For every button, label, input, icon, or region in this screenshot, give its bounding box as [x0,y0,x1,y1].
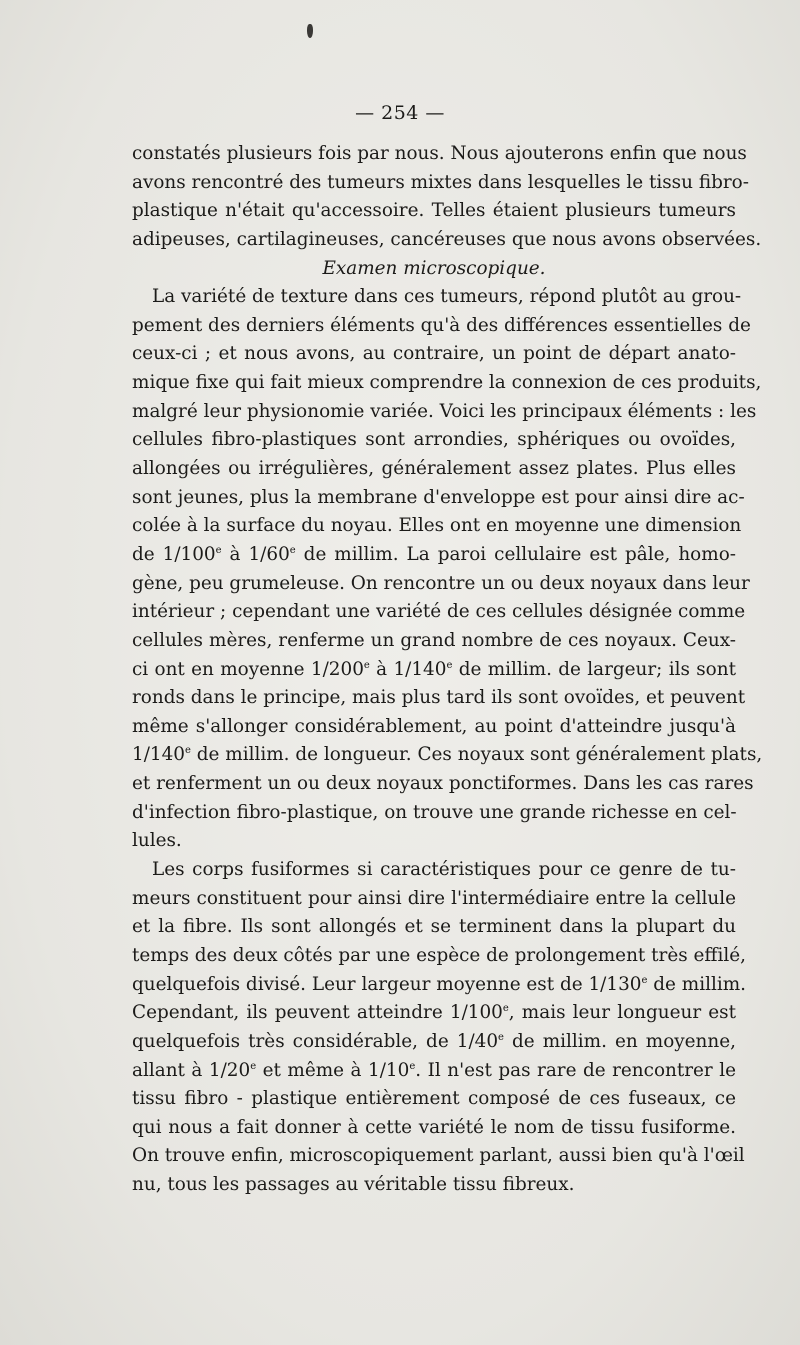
text-line: 1/140e de millim. de longueur. Ces noyaux sont généralement plats, [132,744,763,766]
text-line: malgré leur physionomie variée. Voici les principaux éléments : les [132,400,757,422]
text-line: plastique n'était qu'accessoire. Telles étaient plusieurs tumeurs [132,200,736,222]
text-line: temps des deux côtés par une espèce de prolongement très effilé, [132,944,746,966]
text-line: et la fibre. Ils sont allongés et se terminent dans la plupart du [132,916,736,938]
text-line: ceux-ci ; et nous avons, au contraire, un point de départ anato- [132,343,736,365]
text-line: avons rencontré des tumeurs mixtes dans lesquelles le tissu fibro- [132,171,749,193]
text-line: cellules mères, renferme un grand nombre de ces noyaux. Ceux- [132,629,736,651]
text-line: Les corps fusiformes si caractéristiques pour ce genre de tu- [152,859,736,881]
text-line: constatés plusieurs fois par nous. Nous ajouterons enfin que nous [132,143,747,164]
text-line: lules. [132,830,182,852]
text-line: Cependant, ils peuvent atteindre 1/100e, mais leur longueur est [132,1002,736,1024]
text-line: même s'allonger considérablement, au point d'atteindre jusqu'à [132,715,736,737]
text-line: ci ont en moyenne 1/200e à 1/140e de millim. de largeur; ils sont [132,658,736,680]
text-line: cellules fibro-plastiques sont arrondies, sphériques ou ovoïdes, [132,429,736,451]
text-line: qui nous a fait donner à cette variété le nom de tissu fusiforme. [132,1116,736,1138]
text-line: tissu fibro - plastique entièrement composé de ces fuseaux, ce [132,1088,736,1110]
body-text [132,140,763,1200]
text-line: quelquefois très considérable, de 1/40e de millim. en moyenne, [132,1030,736,1052]
text-line: pement des derniers éléments qu'à des différences essentielles de [132,314,751,336]
ink-speck [307,24,313,38]
text-line: sont jeunes, plus la membrane d'enveloppe est pour ainsi dire ac- [132,486,745,508]
text-line: gène, peu grumeleuse. On rencontre un ou deux noyaux dans leur [132,572,750,594]
text-line: quelquefois divisé. Leur largeur moyenne est de 1/130e de millim. [132,973,747,995]
text-line: nu, tous les passages au véritable tissu fibreux. [132,1174,575,1196]
text-line: On trouve enfin, microscopiquement parlant, aussi bien qu'à l'œil [132,1145,745,1167]
text-line: mique fixe qui fait mieux comprendre la connexion de ces produits, [132,372,762,394]
text-line: d'infection fibro-plastique, on trouve une grande richesse en cel- [132,801,737,823]
page-number: — 254 — [355,102,445,124]
text-line: ronds dans le principe, mais plus tard ils sont ovoïdes, et peuvent [132,687,746,709]
text-line: colée à la surface du noyau. Elles ont en moyenne une dimension [132,515,742,537]
section-heading: Examen microscopique. [322,257,546,279]
text-line: et renferment un ou deux noyaux ponctiformes. Dans les cas rares [132,773,754,795]
text-line: meurs constituent pour ainsi dire l'intermédiaire entre la cellule [132,887,736,909]
text-line: de 1/100e à 1/60e de millim. La paroi cellulaire est pâle, homo- [132,543,736,565]
text-line: adipeuses, cartilagineuses, cancéreuses que nous avons observées. [132,228,762,250]
text-line: allongées ou irrégulières, généralement assez plates. Plus elles [132,458,736,480]
text-line: allant à 1/20e et même à 1/10e. Il n'est pas rare de rencontrer le [132,1059,736,1081]
text-line: La variété de texture dans ces tumeurs, répond plutôt au grou- [152,286,742,308]
text-line: intérieur ; cependant une variété de ces cellules désignée comme [132,601,746,623]
